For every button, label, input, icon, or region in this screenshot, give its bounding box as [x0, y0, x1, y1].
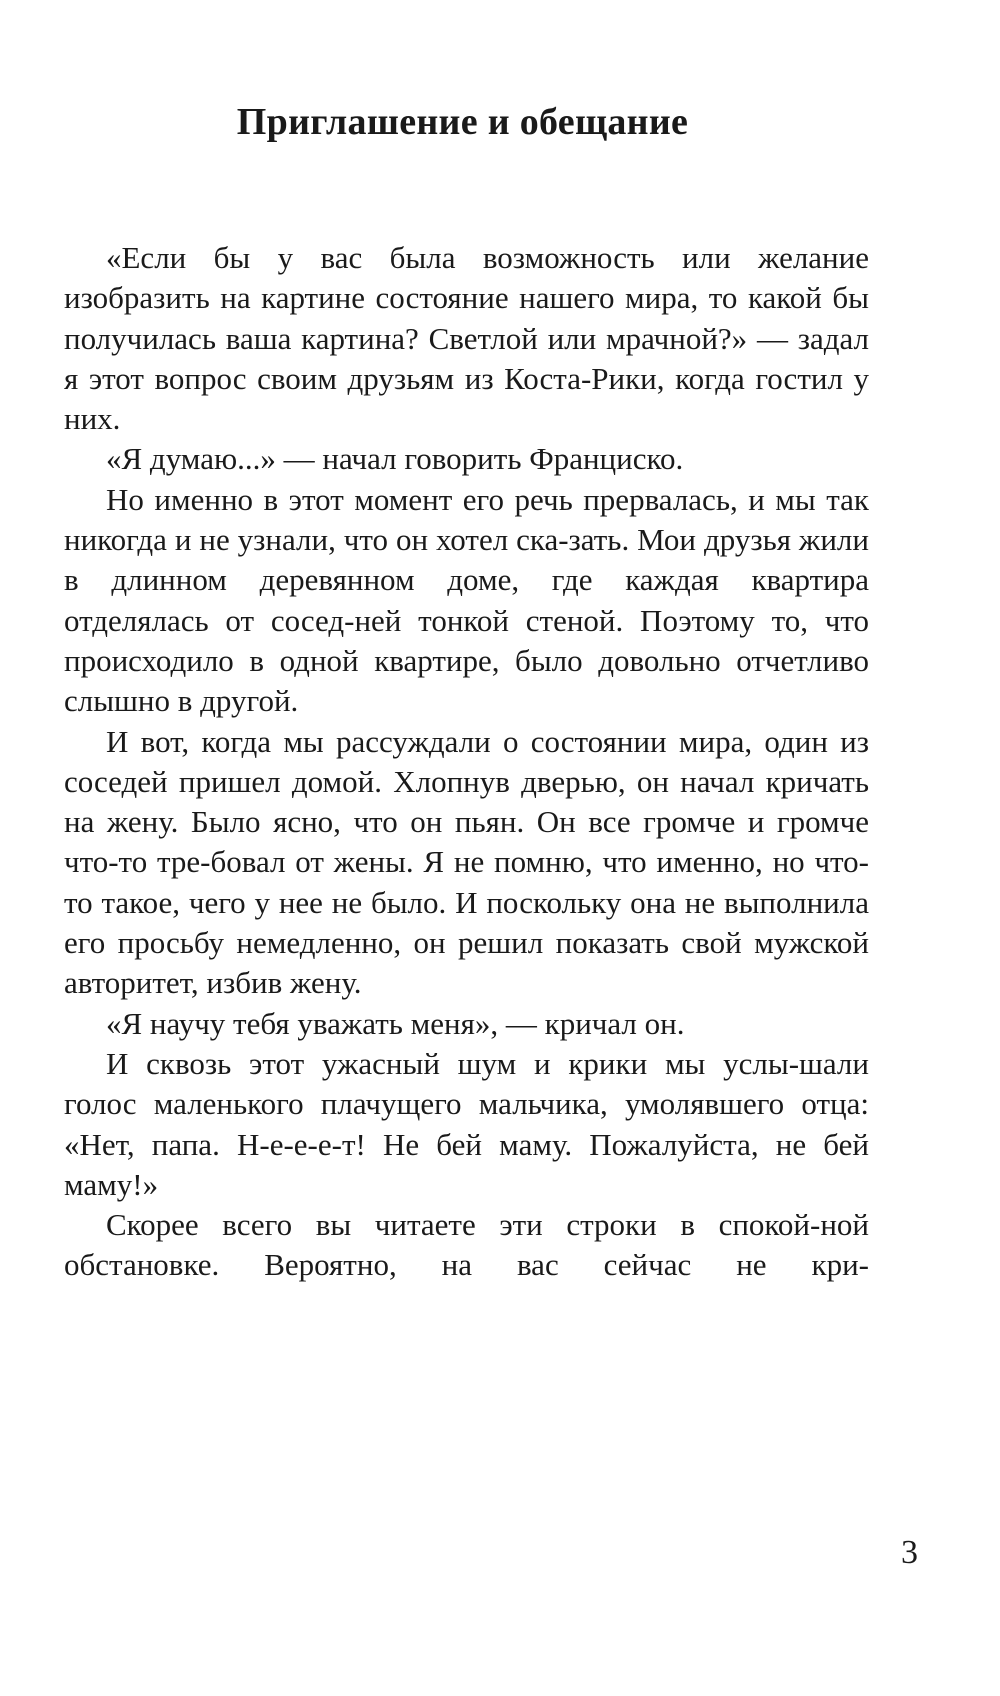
body-text	[64, 238, 869, 1286]
paragraph: «Если бы у вас была возможность или желание изобразить на картине состояние нашего мира, то какой бы получилась ваша картина? Светлой или мрачной?» — задал я этот вопрос своим друзьям из Коста-Рики, когда гостил у них.	[64, 240, 869, 437]
paragraph: Скорее всего вы читаете эти строки в спокой-ной обстановке. Вероятно, на вас сейчас не кри-	[64, 1207, 869, 1283]
paragraph: «Я думаю...» — начал говорить Франциско.	[106, 441, 684, 477]
paragraph: Но именно в этот момент его речь прервалась, и мы так никогда и не узнали, что он хотел ска-зать. Мои друзья жили в длинном деревянном доме, где каждая квартира отделялась от сосед-ней тонкой стеной. Поэтому то, что происходило в одной квартире, было довольно отчетливо слышно в другой.	[64, 481, 869, 719]
chapter-title: Приглашение и обещание	[236, 101, 689, 143]
page-number: 3	[901, 1534, 918, 1571]
paragraph: И сквозь этот ужасный шум и крики мы услы-шали голос маленького плачущего мальчика, умолявшего отца: «Нет, папа. Н-е-е-е-т! Не бей маму. Пожалуйста, не бей маму!»	[64, 1045, 869, 1202]
paragraph: «Я научу тебя уважать меня», — кричал он.	[106, 1005, 685, 1041]
paragraph: И вот, когда мы рассуждали о состоянии мира, один из соседей пришел домой. Хлопнув дверью, он начал кричать на жену. Было ясно, что он пьян. Он все громче и громче что-то тре-бовал от жены. Я не помню, что именно, но что-то такое, чего у нее не было. И поскольку она не выполнила его просьбу немедленно, он решил показать свой мужской авторитет, избив жену.	[64, 723, 869, 1001]
